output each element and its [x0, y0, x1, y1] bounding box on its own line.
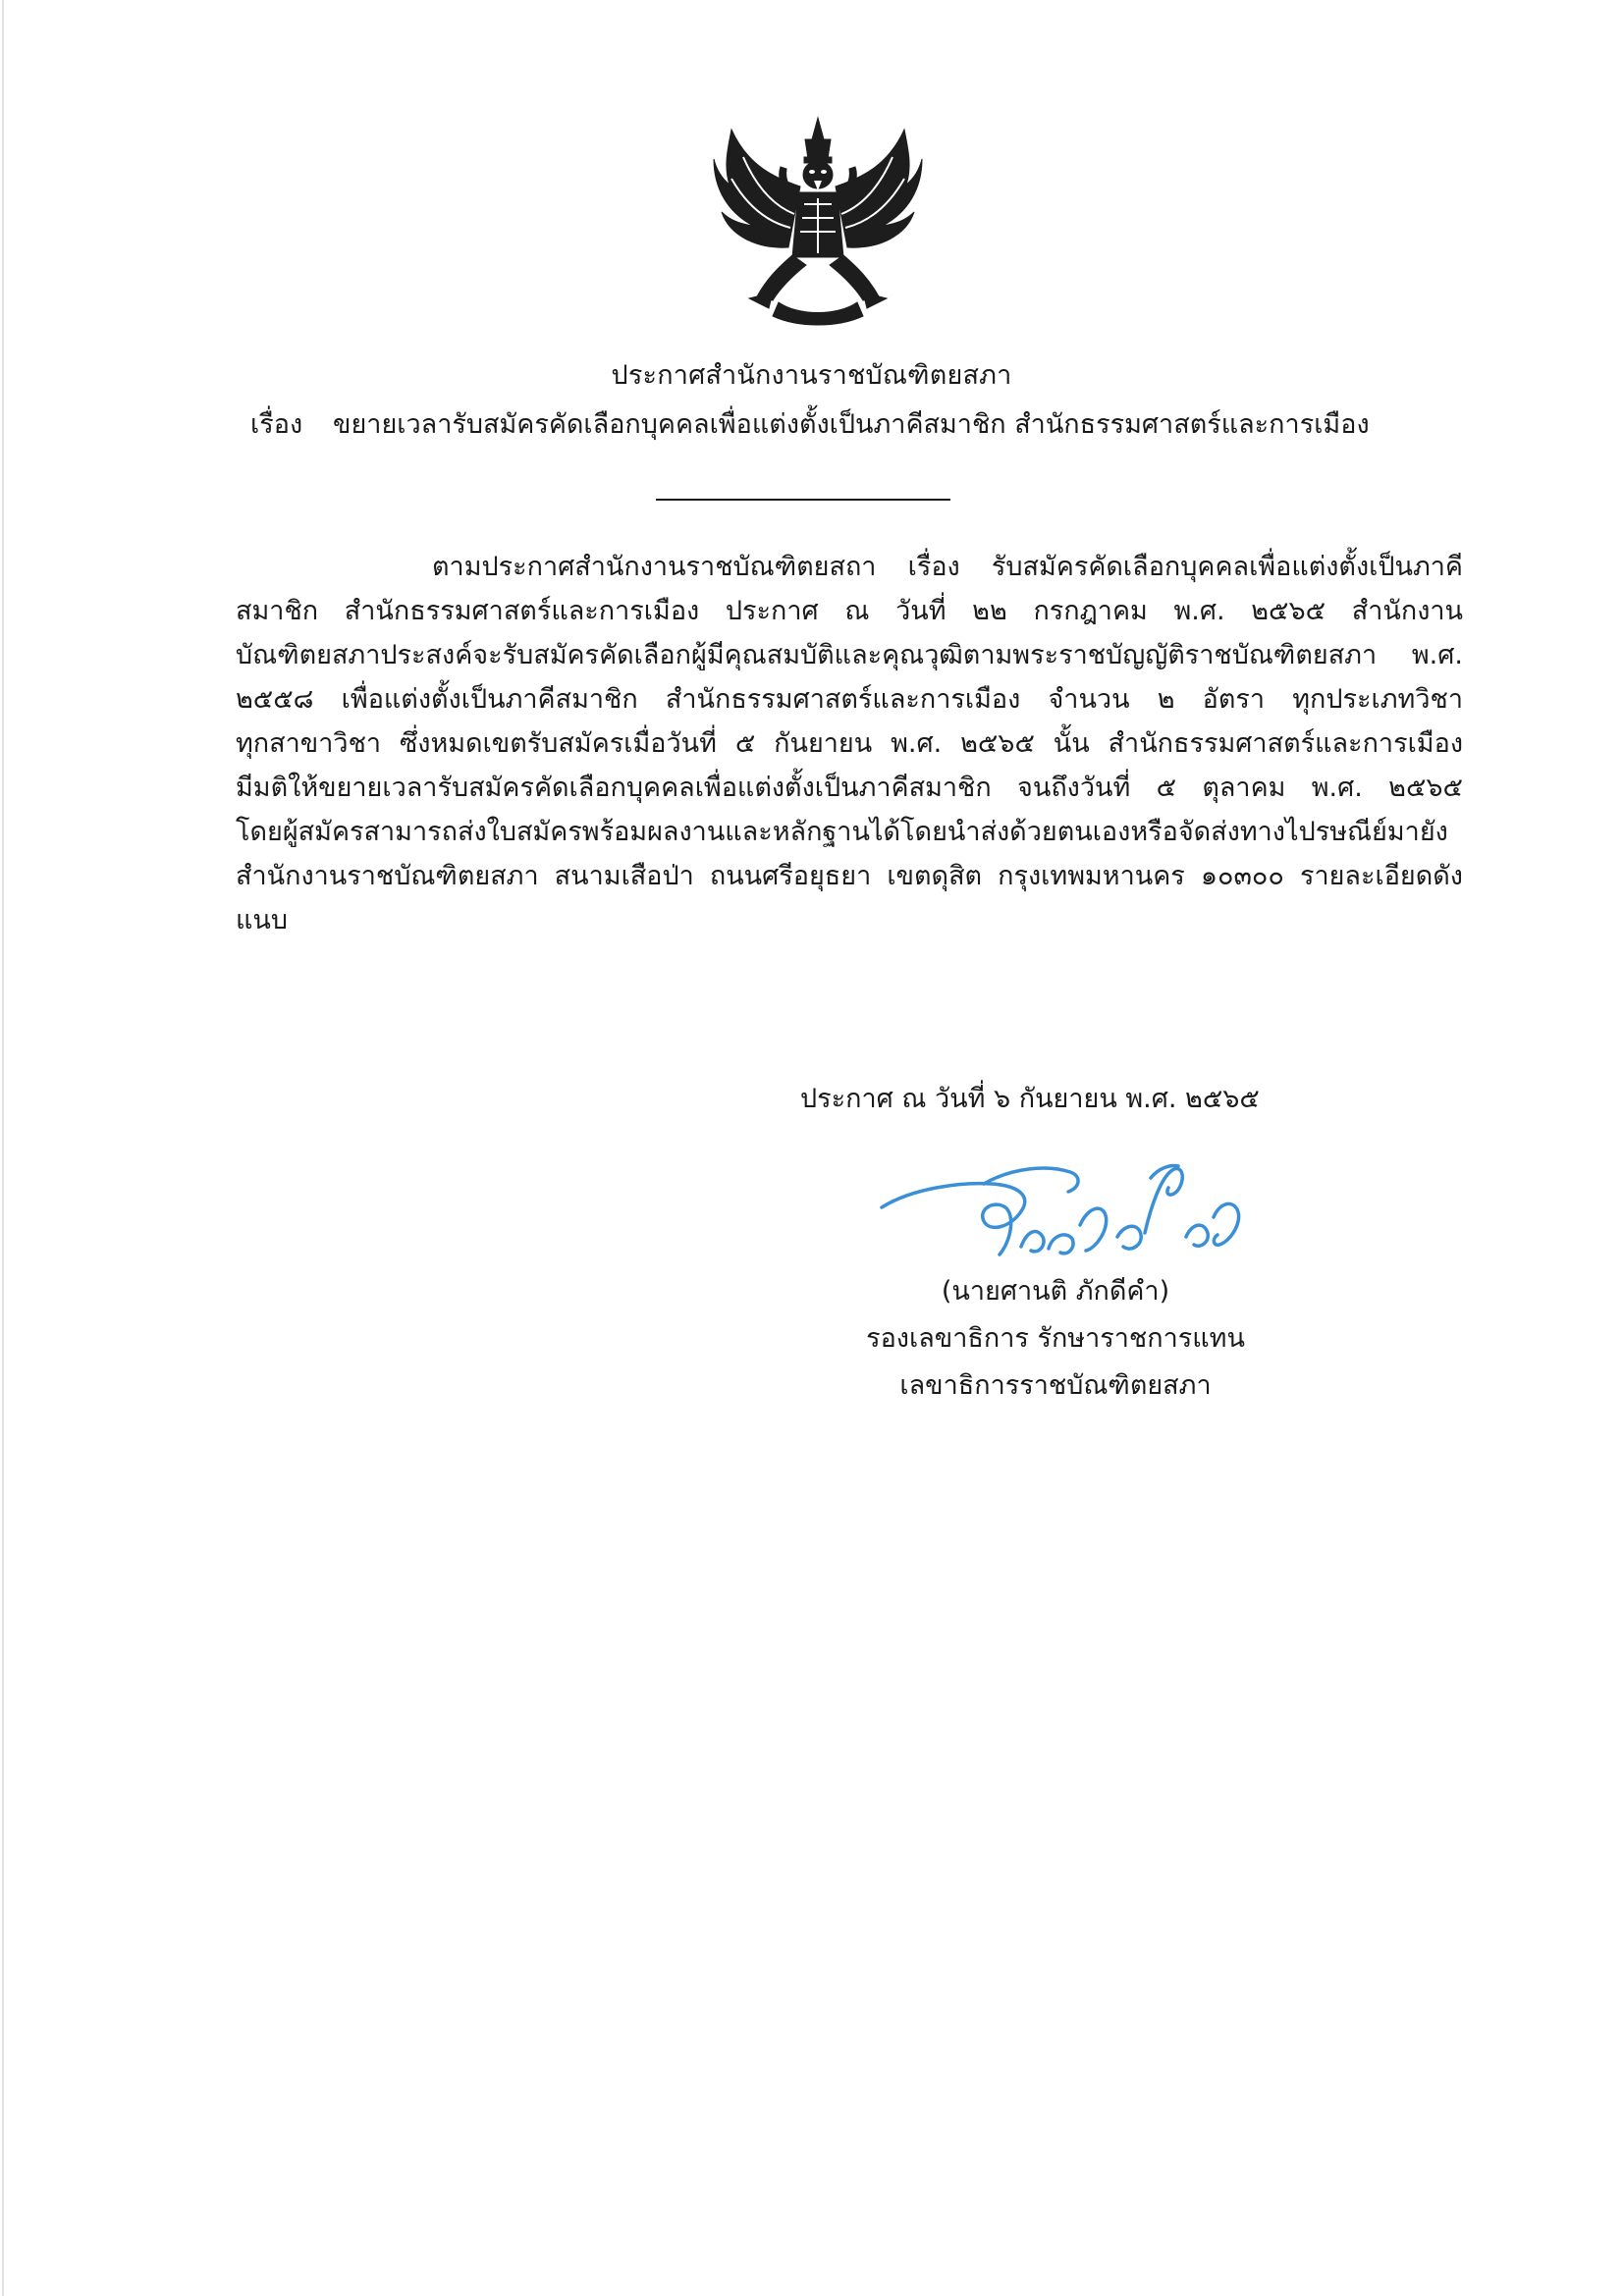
- scan-edge-line: [2, 0, 4, 2296]
- announcement-date: ประกาศ ณ วันที่ ๖ กันยายน พ.ศ. ๒๕๖๕: [800, 1084, 1260, 1114]
- title-divider: [656, 499, 950, 501]
- signer-name: (นายศานติ ภักดีคำ): [941, 1276, 1170, 1307]
- body-line: ทุกสาขาวิชา ซึ่งหมดเขตรับสมัครเมื่อวันที่ ๕ กันยายน พ.ศ. ๒๕๖๕ นั้น สำนักธรรมศาสตร์และการเมือง: [236, 728, 1463, 759]
- body-line: มีมติให้ขยายเวลารับสมัครคัดเลือกบุคคลเพื่อแต่งตั้งเป็นภาคีสมาชิก จนถึงวันที่ ๕ ตุลาคม พ.ศ. ๒๕๖๕: [236, 773, 1463, 803]
- signer-position: รองเลขาธิการ รักษาราชการแทน: [866, 1323, 1245, 1354]
- subject-text: ขยายเวลารับสมัครคัดเลือกบุคคลเพื่อแต่งตั้งเป็นภาคีสมาชิก สำนักธรรมศาสตร์และการเมือง: [333, 409, 1370, 440]
- subject-line: [250, 402, 1468, 445]
- announcement-body: [236, 545, 1463, 942]
- announcement-title: ประกาศสำนักงานราชบัณฑิตยสภา: [611, 360, 1012, 391]
- body-line: โดยผู้สมัครสามารถส่งใบสมัครพร้อมผลงานและหลักฐานได้โดยนำส่งด้วยตนเองหรือจัดส่งทางไปรษณีย์มายัง: [236, 817, 1448, 847]
- body-line: สำนักงานราชบัณฑิตยสภา สนามเสือป่า ถนนศรีอยุธยา เขตดุสิต กรุงเทพมหานคร ๑๐๓๐๐ รายละเอียดดัง: [236, 861, 1463, 891]
- body-line: ๒๕๕๘ เพื่อแต่งตั้งเป็นภาคีสมาชิก สำนักธรรมศาสตร์และการเมือง จำนวน ๒ อัตรา ทุกประเภทวิชา: [236, 684, 1463, 715]
- signer-block: [835, 1268, 1276, 1410]
- body-line: สมาชิก สำนักธรรมศาสตร์และการเมือง ประกาศ ณ วันที่ ๒๒ กรกฎาคม พ.ศ. ๒๕๖๕ สำนักงาน: [236, 596, 1463, 626]
- signer-position: เลขาธิการราชบัณฑิตยสภา: [899, 1370, 1212, 1401]
- body-line: แนบ: [236, 905, 288, 935]
- body-line: บัณฑิตยสภาประสงค์จะรับสมัครคัดเลือกผู้มีคุณสมบัติและคุณวุฒิตามพระราชบัญญัติราชบัณฑิตยสภา พ.ศ.: [236, 640, 1463, 670]
- garuda-emblem-icon: [710, 110, 926, 328]
- handwritten-signature: [874, 1139, 1267, 1266]
- subject-label: เรื่อง: [250, 409, 303, 440]
- body-line: ตามประกาศสำนักงานราชบัณฑิตยสถา เรื่อง รับสมัครคัดเลือกบุคคลเพื่อแต่งตั้งเป็นภาคี: [432, 552, 1463, 582]
